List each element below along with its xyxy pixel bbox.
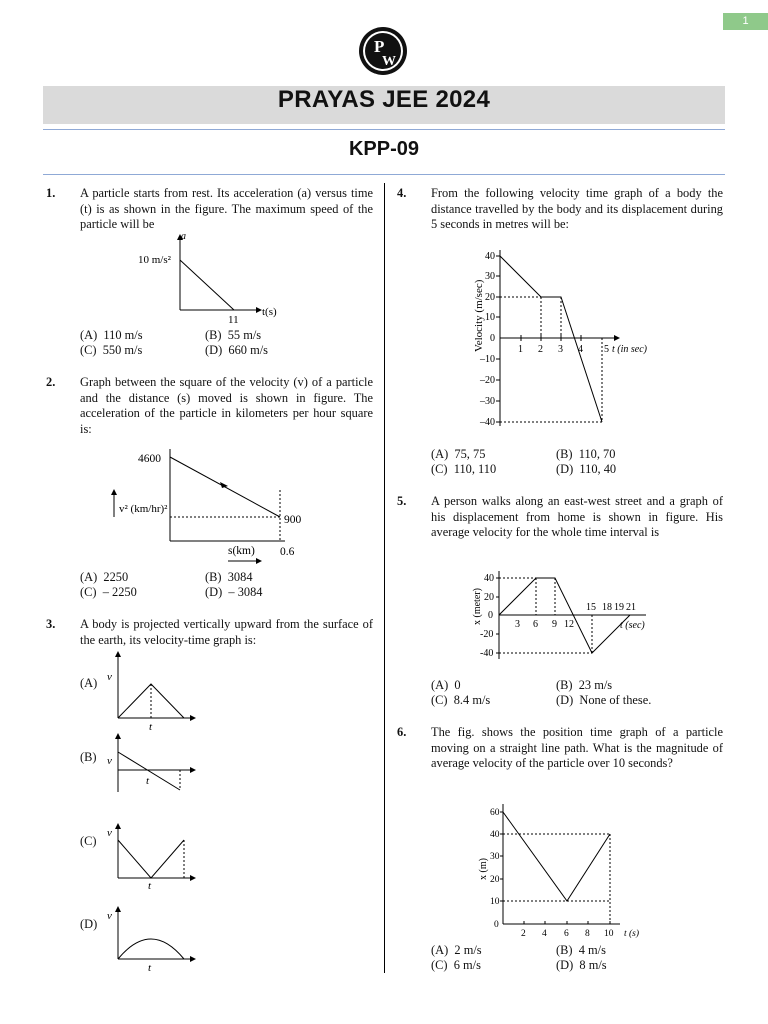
pw-logo xyxy=(358,26,408,76)
svg-text:4: 4 xyxy=(542,929,547,939)
svg-text:t: t xyxy=(148,962,152,974)
q1-x-value: 11 xyxy=(228,314,239,326)
option-d[interactable]: (D) xyxy=(80,917,98,931)
svg-text:t (in sec): t (in sec) xyxy=(612,344,647,355)
svg-text:15: 15 xyxy=(586,602,596,613)
subtitle-rule xyxy=(43,174,725,175)
svg-text:19: 19 xyxy=(614,602,624,613)
svg-text:t (sec): t (sec) xyxy=(620,620,645,631)
svg-text:-20: -20 xyxy=(480,629,494,640)
svg-text:12: 12 xyxy=(564,619,574,630)
question-text: Graph between the square of the velocity (v) of a particle and the distance (s) moved is shown in figure. The acceleration of the particle in kilometers per hour square is: xyxy=(80,375,373,436)
svg-text:20: 20 xyxy=(484,592,494,603)
q2-y-top-value: 4600 xyxy=(138,453,161,465)
question-number: 3. xyxy=(46,617,56,631)
option-c[interactable]: (C) – 2250 xyxy=(80,585,137,599)
question-text: A particle starts from rest. Its acceleration (a) versus time (t) is as shown in the figure. The maximum speed of the particle will be xyxy=(80,186,373,231)
svg-text:30: 30 xyxy=(485,271,495,282)
option-c[interactable]: (C) 110, 110 xyxy=(431,462,497,476)
svg-text:v: v xyxy=(107,910,112,922)
svg-text:t: t xyxy=(148,880,152,892)
option-d[interactable]: (D) 8 m/s xyxy=(556,958,607,972)
q5-y-axis-label: x (meter) xyxy=(472,588,483,625)
svg-text:–20: –20 xyxy=(480,375,495,386)
option-a[interactable]: (A) 2 m/s xyxy=(431,943,482,957)
svg-text:6: 6 xyxy=(564,929,569,939)
svg-text:30: 30 xyxy=(490,852,500,862)
q5-graph xyxy=(466,567,666,667)
q2-graph xyxy=(100,445,320,565)
svg-text:5: 5 xyxy=(604,344,609,355)
question-number: 1. xyxy=(46,186,56,200)
svg-text:t: t xyxy=(146,775,150,787)
question-number: 4. xyxy=(397,186,407,200)
question-text: From the following velocity time graph of a body the distance travelled by the body and its displacement during 5 seconds in metres will be: xyxy=(431,186,723,231)
option-a[interactable]: (A) 0 xyxy=(431,678,461,692)
svg-text:t: t xyxy=(149,721,153,732)
logo-letter-w: W xyxy=(382,54,396,69)
svg-text:40: 40 xyxy=(490,830,500,840)
svg-text:40: 40 xyxy=(485,251,495,262)
svg-text:8: 8 xyxy=(585,929,590,939)
option-a[interactable]: (A) 2250 xyxy=(80,570,129,584)
svg-text:60: 60 xyxy=(490,808,500,818)
option-c[interactable]: (C) xyxy=(80,834,97,848)
svg-text:–10: –10 xyxy=(480,354,495,365)
svg-text:20: 20 xyxy=(490,875,500,885)
option-d[interactable]: (D) None of these. xyxy=(556,693,652,707)
svg-text:3: 3 xyxy=(558,344,563,355)
question-text: A body is projected vertically upward from the surface of the earth, its velocity-time graph is: xyxy=(80,617,373,647)
option-b[interactable]: (B) 110, 70 xyxy=(556,447,616,461)
logo-letter-p: P xyxy=(374,37,385,56)
column-divider xyxy=(384,183,385,973)
q3-graph-b xyxy=(100,732,200,796)
option-b[interactable]: (B) 55 m/s xyxy=(205,328,262,342)
svg-text:9: 9 xyxy=(552,619,557,630)
svg-text:2: 2 xyxy=(538,344,543,355)
q4-graph xyxy=(466,244,666,434)
svg-text:–30: –30 xyxy=(480,396,495,407)
q4-y-axis-label: Velocity (m/sec) xyxy=(473,279,485,352)
svg-text:v: v xyxy=(107,671,112,683)
svg-text:4: 4 xyxy=(578,344,583,355)
svg-text:0: 0 xyxy=(494,920,499,930)
svg-text:2: 2 xyxy=(521,929,526,939)
q2-x-value: 0.6 xyxy=(280,546,295,558)
option-b[interactable]: (B) 3084 xyxy=(205,570,253,584)
sheet-code: KPP-09 xyxy=(348,138,420,160)
question-number: 6. xyxy=(397,725,407,739)
question-text: A person walks along an east-west street and a graph of his displacement from home is shown in figure. His average velocity for the whole time interval is xyxy=(431,494,723,539)
svg-text:t (s): t (s) xyxy=(624,929,640,939)
option-d[interactable]: (D) – 3084 xyxy=(205,585,263,599)
question-text: The fig. shows the position time graph of a particle moving on a straight line path. What is the magnitude of average velocity of the particle over 10 seconds? xyxy=(431,725,723,770)
option-b[interactable]: (B) 23 m/s xyxy=(556,678,613,692)
svg-text:0: 0 xyxy=(488,610,493,621)
svg-text:0: 0 xyxy=(490,333,495,344)
q1-y-axis-label: a xyxy=(181,231,186,242)
option-d[interactable]: (D) 110, 40 xyxy=(556,462,617,476)
svg-text:v: v xyxy=(107,827,112,839)
title-rule xyxy=(43,129,725,130)
option-c[interactable]: (C) 6 m/s xyxy=(431,958,481,972)
svg-text:-40: -40 xyxy=(480,648,494,659)
svg-text:1: 1 xyxy=(518,344,523,355)
q2-y-low-value: 900 xyxy=(284,514,302,526)
q2-x-axis-label: s(km) xyxy=(228,545,255,557)
svg-text:3: 3 xyxy=(515,619,520,630)
q3-graph-a xyxy=(100,650,200,732)
option-a[interactable]: (A) 75, 75 xyxy=(431,447,486,461)
option-c[interactable]: (C) 550 m/s xyxy=(80,343,143,357)
option-a[interactable]: (A) xyxy=(80,676,98,690)
q6-y-axis-label: x (m) xyxy=(478,858,489,880)
svg-text:10: 10 xyxy=(490,897,500,907)
q3-graph-d xyxy=(100,905,200,975)
svg-text:40: 40 xyxy=(484,573,494,584)
question-number: 5. xyxy=(397,494,407,508)
svg-text:10: 10 xyxy=(604,929,614,939)
q1-y-value: 10 m/s² xyxy=(138,254,171,266)
svg-text:20: 20 xyxy=(485,292,495,303)
q2-y-axis-label: v² (km/hr)² xyxy=(119,503,168,515)
q6-graph xyxy=(470,800,650,940)
option-b[interactable]: (B) xyxy=(80,750,97,764)
svg-text:10: 10 xyxy=(485,312,495,323)
question-number: 2. xyxy=(46,375,56,389)
option-a[interactable]: (A) 110 m/s xyxy=(80,328,143,342)
option-d[interactable]: (D) 660 m/s xyxy=(205,343,268,357)
q1-x-axis-label: t(s) xyxy=(262,306,277,318)
q1-graph xyxy=(130,230,290,326)
svg-text:v: v xyxy=(107,755,112,767)
svg-text:6: 6 xyxy=(533,619,538,630)
page-title: PRAYAS JEE 2024 xyxy=(43,86,725,124)
option-c[interactable]: (C) 8.4 m/s xyxy=(431,693,491,707)
page-number-badge: 1 xyxy=(723,13,768,30)
svg-text:21: 21 xyxy=(626,602,636,613)
option-b[interactable]: (B) 4 m/s xyxy=(556,943,606,957)
q3-graph-c xyxy=(100,822,200,892)
svg-text:18: 18 xyxy=(602,602,612,613)
svg-text:–40: –40 xyxy=(480,417,495,428)
